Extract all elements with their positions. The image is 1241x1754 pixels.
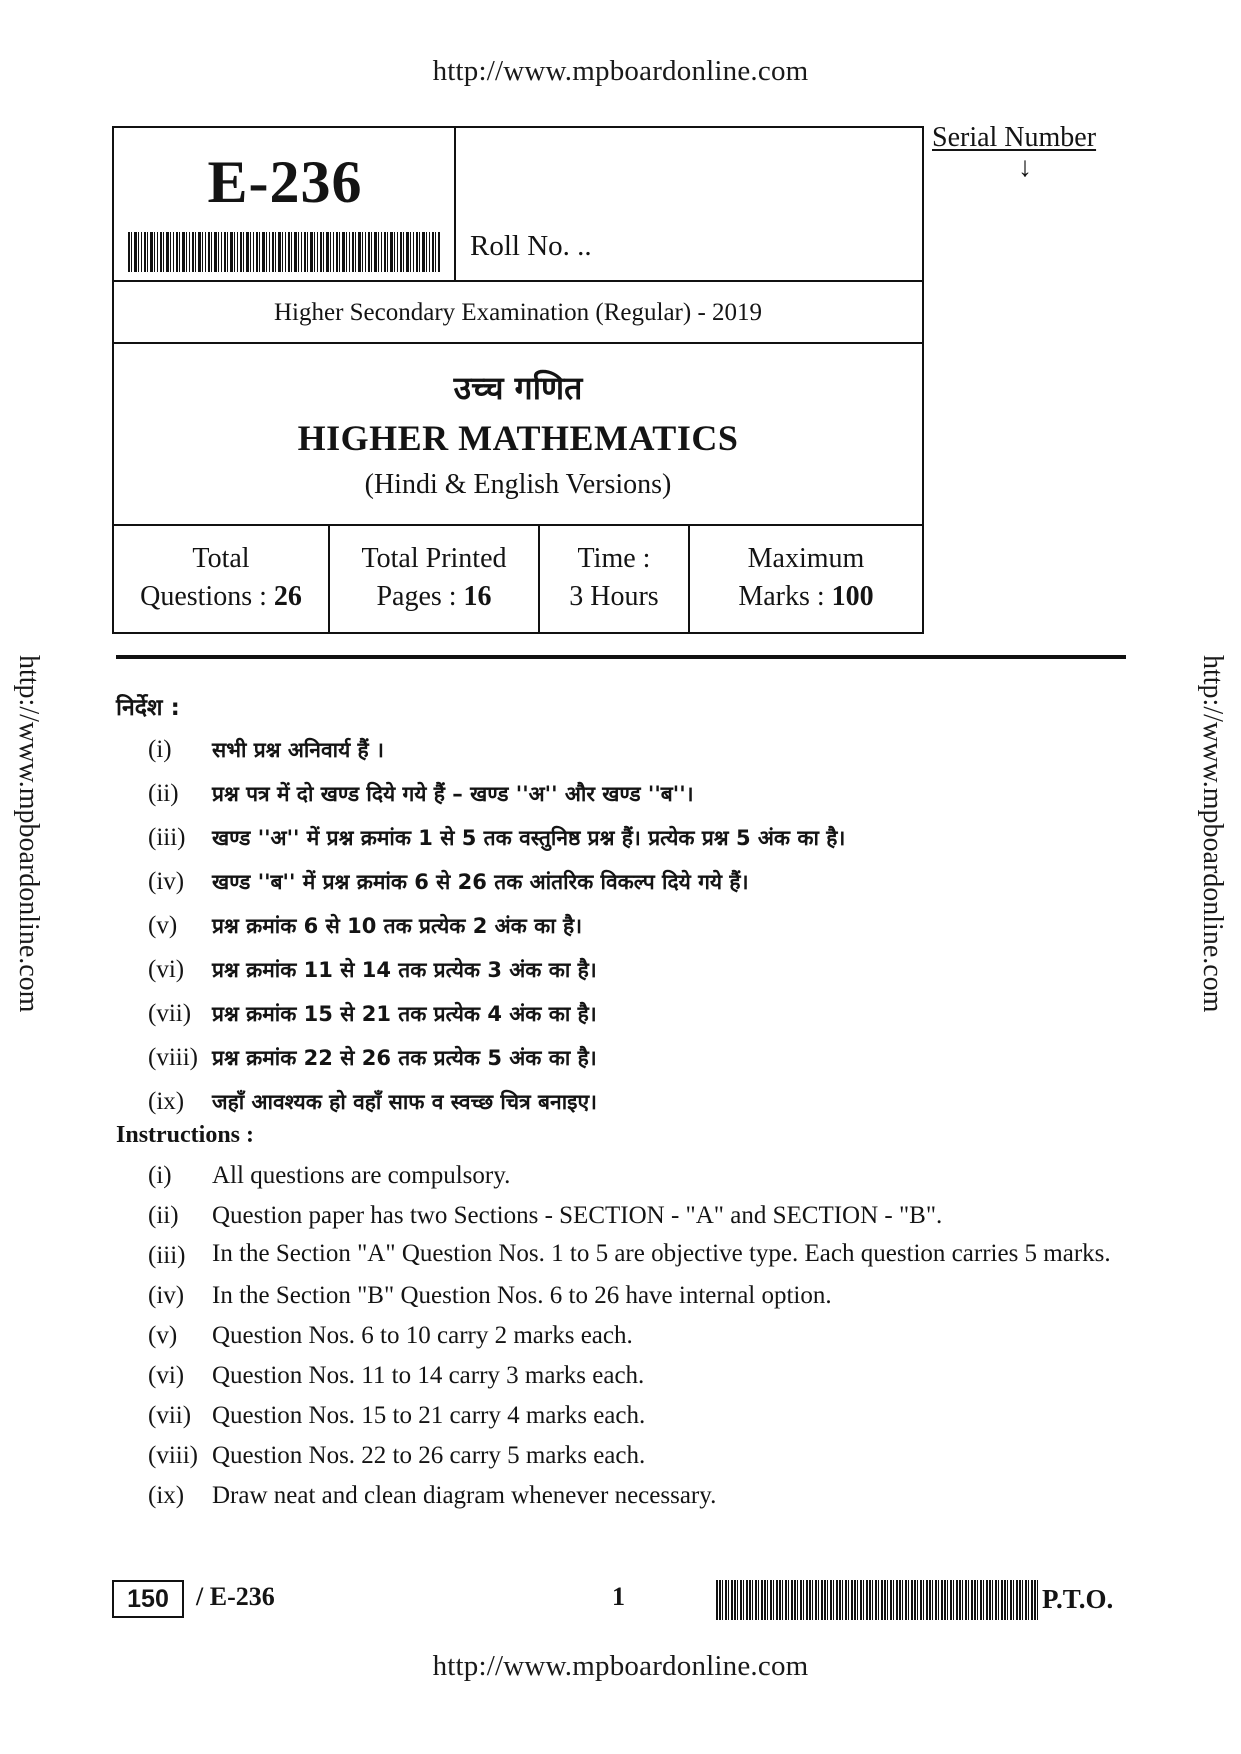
instructions-list-english <box>148 1156 1138 1516</box>
list-item: (ii) प्रश्न पत्र में दो खण्ड दिये गये हैं – खण्ड ''अ'' और खण्ड ''ब''। <box>148 780 694 807</box>
serial-number-label: Serial Number <box>932 122 1097 153</box>
subject-title-hindi: उच्च गणित <box>453 369 583 407</box>
footer-paper-code: / E-236 <box>196 1582 275 1611</box>
footer-boxed-number: 150 <box>112 1580 184 1618</box>
exam-header-box <box>112 126 924 634</box>
list-item: (iii) खण्ड ''अ'' में प्रश्न क्रमांक 1 से 5 तक वस्तुनिष्ठ प्रश्न हैं। प्रत्येक प्रश्न 5 अंक का है। <box>148 824 846 851</box>
list-item: (v) Question Nos. 6 to 10 carry 2 marks each. <box>148 1322 633 1349</box>
pto-label: P.T.O. <box>1042 1584 1114 1614</box>
divider <box>116 655 1126 659</box>
meta-time: Time : 3 Hours <box>540 526 690 634</box>
list-item: (ii) Question paper has two Sections - SECTION - "A" and SECTION - "B". <box>148 1202 943 1229</box>
watermark-url-top: http://www.mpboardonline.com <box>432 55 809 87</box>
header-row-code <box>114 128 922 282</box>
instructions-heading: Instructions : <box>116 1122 255 1148</box>
subject-title-english: HIGHER MATHEMATICS <box>297 418 739 458</box>
list-item: (vii) प्रश्न क्रमांक 15 से 21 तक प्रत्येक 4 अंक का है। <box>148 1000 597 1027</box>
paper-code-cell <box>114 128 456 280</box>
watermark-url-bottom: http://www.mpboardonline.com <box>432 1650 809 1682</box>
list-item: (iv) खण्ड ''ब'' में प्रश्न क्रमांक 6 से 26 तक आंतरिक विकल्प दिये गये हैं। <box>148 868 749 895</box>
list-item: (i) All questions are compulsory. <box>148 1162 511 1189</box>
list-item: (iii) In the Section "A" Question Nos. 1 to 5 are objective type. Each question carries 5 marks. <box>148 1240 1111 1269</box>
barcode-icon <box>716 1580 1038 1620</box>
versions-note: (Hindi & English Versions) <box>364 469 672 500</box>
meta-total-questions: Total Questions : 26 <box>114 526 330 634</box>
meta-total-pages: Total Printed Pages : 16 <box>330 526 540 634</box>
watermark-url-right: http://www.mpboardonline.com <box>1197 655 1228 1013</box>
list-item: (v) प्रश्न क्रमांक 6 से 10 तक प्रत्येक 2 अंक का है। <box>148 912 583 939</box>
exam-meta-row <box>114 526 922 634</box>
directions-list-hindi <box>148 728 1148 1124</box>
list-item: (ix) Draw neat and clean diagram whenever necessary. <box>148 1482 717 1509</box>
meta-maximum-marks: Maximum Marks : 100 <box>738 543 874 612</box>
directions-heading-hindi: निर्देश : <box>116 695 180 721</box>
list-item: (i) सभी प्रश्न अनिवार्य हैं । <box>148 736 384 763</box>
list-item: (iv) In the Section "B" Question Nos. 6 to 26 have internal option. <box>148 1282 832 1309</box>
exam-name: Higher Secondary Examination (Regular) - 2019 <box>114 282 922 344</box>
roll-number-field: Roll No. .. <box>470 230 592 262</box>
list-item: (ix) जहाँ आवश्यक हो वहाँ साफ व स्वच्छ चित्र बनाइए। <box>148 1088 598 1115</box>
paper-code: E-236 <box>207 149 363 215</box>
list-item: (viii) Question Nos. 22 to 26 carry 5 marks each. <box>148 1442 646 1469</box>
arrow-down-icon: ↓ <box>1018 152 1032 183</box>
page-number: 1 <box>612 1582 625 1611</box>
barcode-icon <box>128 232 440 272</box>
list-item: (vi) Question Nos. 11 to 14 carry 3 marks each. <box>148 1362 645 1389</box>
watermark-url-left: http://www.mpboardonline.com <box>13 655 44 1013</box>
subject-title-block <box>114 344 922 526</box>
list-item: (vi) प्रश्न क्रमांक 11 से 14 तक प्रत्येक 3 अंक का है। <box>148 956 597 983</box>
list-item: (vii) Question Nos. 15 to 21 carry 4 marks each. <box>148 1402 646 1429</box>
list-item: (viii) प्रश्न क्रमांक 22 से 26 तक प्रत्येक 5 अंक का है। <box>148 1044 597 1071</box>
